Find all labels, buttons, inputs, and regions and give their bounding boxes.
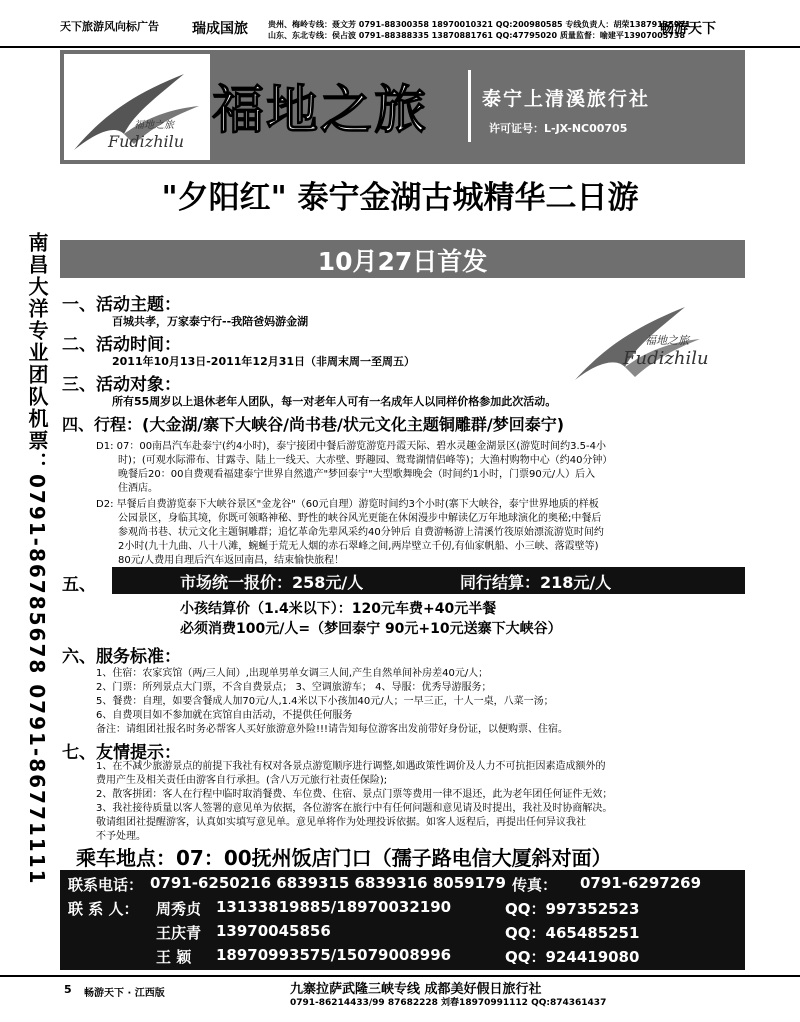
header-slogan: 畅游天下 [660,21,716,37]
itinerary-line: 2小时(九十九曲、八十八滩，蜿蜒于荒无人烟的赤石翠峰之间,两岸壁立千仞,有仙家帆船、小三峡、落霞壁等) [118,541,599,552]
service-item: 6、自费项目如不参加就在宾馆自由活动，不提供任何服务 [96,710,353,721]
footer-right-title: 九寨拉萨武隆三峡专线 成都美好假日旅行社 [290,982,542,997]
side-ad-strip: 南昌大洋专业团队机票：0791-86785678 0791-86771111 [25,232,49,886]
departure-date: 10月27日首发 [317,247,488,276]
section-itinerary-title: 四、行程：(大金湖/寨下大峡谷/尚书巷/状元文化主题铜雕群/梦回泰宁) [62,415,565,434]
tips-list [96,760,612,844]
tip-item: 费用产生及相关责任由游客自行承担。(含八万元旅行社责任保险); [96,775,388,786]
contact-name: 王庆青 [156,924,202,942]
service-item: 备注：请组团社报名时务必帮客人买好旅游意外险!!!请告知每位游客出发前带好身份证，以便购票、住宿。 [96,724,569,735]
header-contact-line: 山东、东北专线：侯占波 0791-88388335 13870881761 QQ:47795020 质量监督：喻建平13907005738 [268,31,686,40]
itinerary-line: 80元/人费用自理后汽车返回南昌，结束愉快旅程！ [118,555,345,566]
person-label: 联 系 人： [68,900,139,918]
market-price: 市场统一报价：258元/人 [180,573,364,592]
itinerary-line: 时)；(可观水际滞布、甘露寺、陆上一线天、大赤壁、野趣园、鸳鸯湖情侣峰等)；大渔村购物中心（约40分钟） [118,455,613,466]
itinerary-line: 参观尚书巷、状元文化主题铜雕群；追忆革命先辈风采约40分钟后 自费游畅游上清溪竹筏原始漂流游览时间约 [118,527,604,538]
itinerary-day1 [96,440,612,496]
agency-name: 泰宁上清溪旅行社 [482,88,651,110]
header-contact-line: 贵州、梅岭专线：聂文芳 0791-88300358 18970010321 QQ:200980585 专线负责人：胡荣13879135921 [268,20,691,29]
peer-price: 同行结算：218元/人 [460,573,612,592]
footer-right-contacts: 0791-86214433/99 87682228 刘春18970991112 QQ:874361437 [290,998,607,1008]
mandatory-fee: 必须消费100元/人=（梦回泰宁 90元+10元送寨下大峡谷） [180,621,562,637]
itinerary-line: 公园景区，身临其境，你既可领略神秘、野性的峡谷风光更能在休闲漫步中解读亿万年地球演化的奥秘;中餐后 [118,513,602,524]
banner-divider [468,70,471,142]
service-item: 2、门票：所列景点大门票，不含自费景点； 3、空调旅游车； 4、导服：优秀导游服务； [96,682,492,693]
pickup-location: 乘车地点：07：00抚州饭店门口（孺子路电信大厦斜对面） [76,846,612,870]
phone-label: 联系电话： [68,876,144,894]
itinerary-line: D1: 07：00南昌汽车赴泰宁(约4小时)，泰宁接团中餐后游览游览丹霞天际、碧水灵趣金湖景区(游览时间约3.5-4小 [96,441,606,452]
tip-item: 2、散客拼团：客人在行程中临时取消餐费、车位费、住宿、景点门票等费用一律不退还，此为老年团任何证件无效； [96,789,613,800]
page-title: "夕阳红" 泰宁金湖古城精华二日游 [161,180,639,216]
section-price-title: 五、 [62,575,96,595]
contact-qq: QQ：924419080 [505,948,640,966]
contact-qq: QQ：465485251 [505,924,640,942]
contact-phone: 18970993575/15079008996 [216,946,452,964]
service-item: 1、住宿：农家宾馆（两/三人间）,出现单男单女调三人间,产生自然单间补房差40元/人； [96,668,489,679]
tip-item: 3、我社接待质量以客人签署的意见单为依据，各位游客在旅行中有任何问题和意见请及时提出，我社及时协商解决。 [96,803,613,814]
phone-numbers: 0791-6250216 6839315 6839316 8059179 [150,874,506,892]
itinerary-line: 晚餐后20：00自费观看福建泰宁世界自然遗产"梦回泰宁"大型歌舞晚会（时间约1小时，门票90元/人）后入 [118,469,596,480]
section-target-title: 三、活动对象： [62,375,181,395]
contact-name: 王 颖 [156,948,192,966]
contact-phone: 13133819885/18970032190 [216,898,452,916]
tip-item: 1、在不减少旅游景点的前提下我社有权对各景点游览顺序进行调整,如遇政策性调价及人力不可抗拒因素造成额外的 [96,761,606,772]
footer-divider [0,975,800,977]
section-service-title: 六、服务标准： [62,647,181,667]
section-target-text: 所有55周岁以上退休老年人团队，每一对老年人可有一名成年人以同样价格参加此次活动。 [112,395,557,408]
section-time-title: 二、活动时间： [62,335,181,355]
fax-label: 传真： [512,876,558,894]
section-tips-title: 七、友情提示： [62,743,181,763]
logo-latin: Fudizhilu [623,348,709,369]
brand-name: 福地之旅 [212,81,429,141]
header-brand: 瑞成国旅 [192,21,248,37]
page-number: 5 [64,983,72,996]
tip-item: 不予处理。 [96,831,146,842]
logo-script: 福地之旅 [134,120,174,131]
child-price: 小孩结算价（1.4米以下）：120元车费+40元半餐 [180,601,497,617]
service-list [96,667,568,737]
contact-phone: 13970045856 [216,922,331,940]
ad-label: 天下旅游风向标广告 [60,20,159,33]
logo [64,54,210,160]
itinerary-line: D2: 早餐后自费游览泰下大峡谷景区"金龙谷"（60元自理）游览时间约3个小时(寨下大峡谷，泰宁世界地质的样板 [96,499,599,510]
fax-number: 0791-6297269 [580,874,702,892]
license-number: 许可证号：L-JX-NC00705 [489,122,628,135]
tip-item: 敬请组团社提醒游客，认真如实填写意见单。意见单将作为处理投诉依据。如客人返程后，再提出任何异议我社 [96,817,586,828]
section-time-text: 2011年10月13日-2011年12月31日（非周末周一至周五） [112,355,416,368]
logo-script: 福地之旅 [645,334,689,347]
footer-left-text: 畅游天下 · 江西版 [84,988,165,999]
itinerary-line: 住酒店。 [118,483,158,494]
header-contacts [268,19,691,41]
service-item: 5、餐费：自理，如要含餐成人加70元/人,1.4米以下小孩加40元/人；一早三正，十人一桌，八菜一汤； [96,696,554,707]
itinerary-day2 [96,498,604,568]
section-theme-text: 百城共孝，万家泰宁行--我陪爸妈游金湖 [112,315,309,328]
logo-latin: Fudizhilu [108,132,185,151]
contact-name: 周秀贞 [156,900,202,918]
contact-qq: QQ：997352523 [505,900,640,918]
logo-watermark [565,292,725,388]
section-theme-title: 一、活动主题： [62,295,181,315]
